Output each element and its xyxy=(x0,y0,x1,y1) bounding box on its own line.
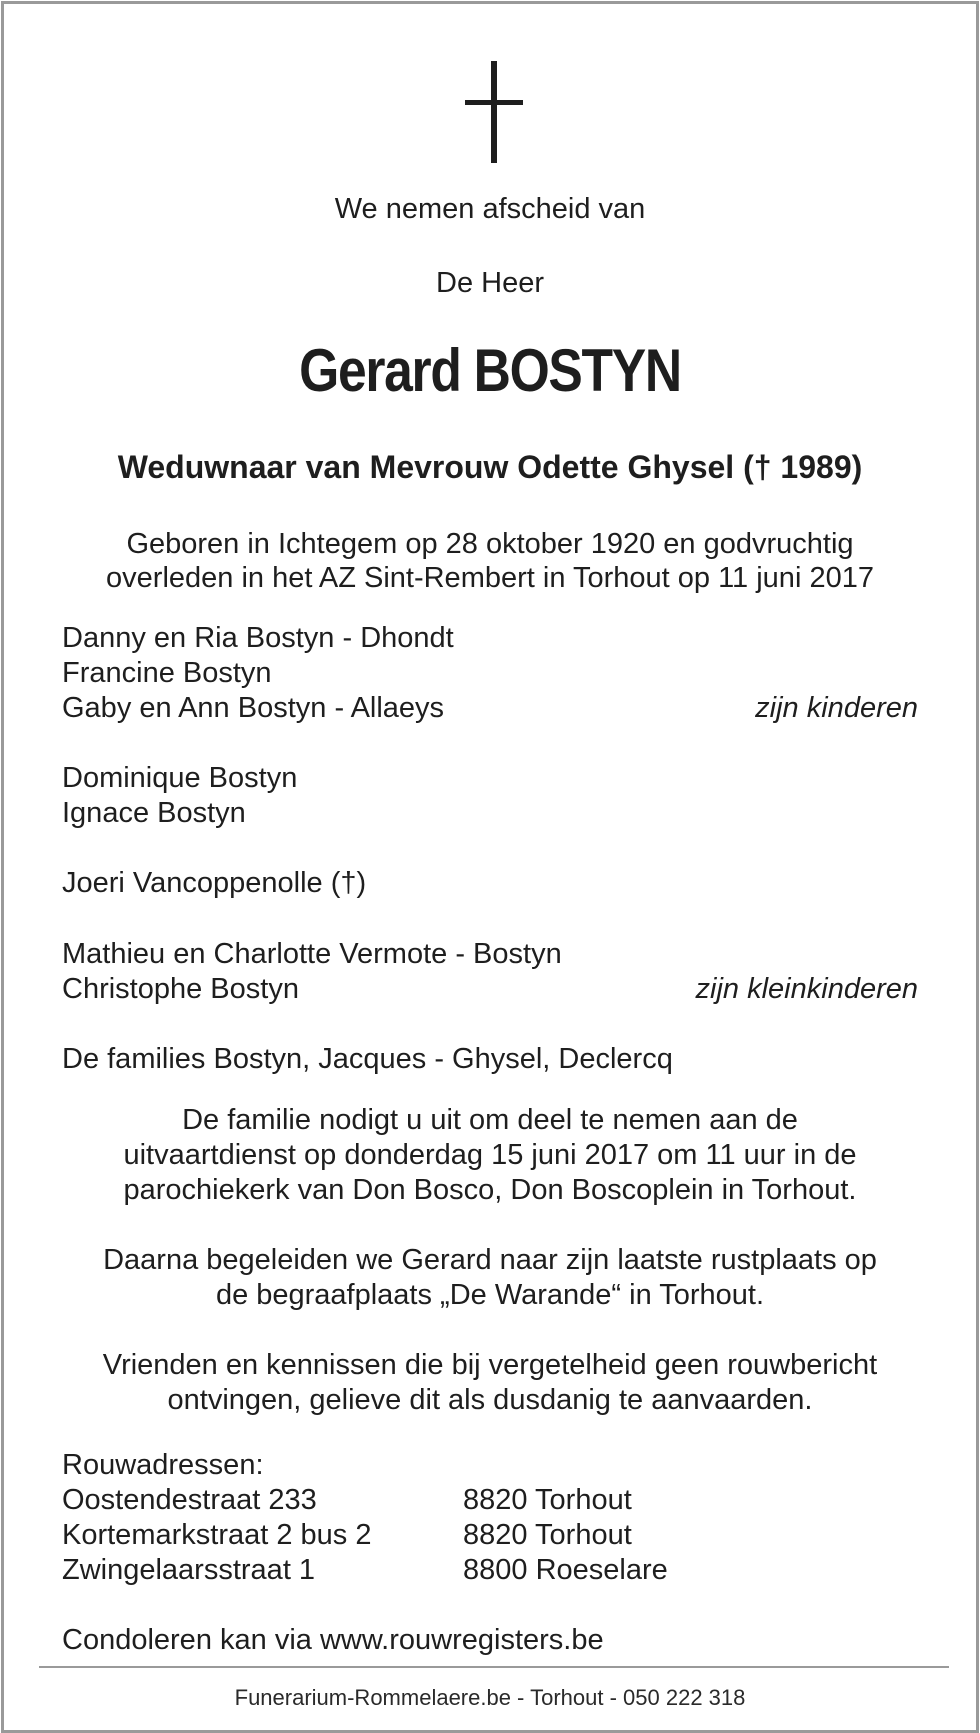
address-street: Zwingelaarsstraat 1 xyxy=(62,1554,316,1586)
grandchild-name: Ignace Bostyn xyxy=(62,797,246,829)
notice-line-2: ontvingen, gelieve dit als dusdanig te aanvaarden. xyxy=(167,1384,813,1416)
birth-death-line-1: Geboren in Ichtegem op 28 oktober 1920 en godvruchtig xyxy=(126,528,854,560)
notice-line-1: Vrienden en kennissen die bij vergetelheid geen rouwbericht xyxy=(102,1349,878,1381)
child-name: Francine Bostyn xyxy=(62,657,272,689)
child-name: Danny en Ria Bostyn - Dhondt xyxy=(62,622,454,654)
grandchild-name: Dominique Bostyn xyxy=(62,762,298,794)
families-line: De families Bostyn, Jacques - Ghysel, Declercq xyxy=(62,1043,673,1075)
widower-line: Weduwnaar van Mevrouw Odette Ghysel († 1989) xyxy=(117,449,863,485)
intro-text: We nemen afscheid van xyxy=(334,193,646,225)
honorific: De Heer xyxy=(436,267,544,299)
service-line-1: De familie nodigt u uit om deel te nemen aan de xyxy=(182,1104,798,1136)
birth-death-line-2: overleden in het AZ Sint-Rembert in Torhout op 11 juni 2017 xyxy=(106,562,874,594)
child-name: Gaby en Ann Bostyn - Allaeys xyxy=(62,692,445,724)
death-notice-card xyxy=(1,1,979,1733)
children-label: zijn kinderen xyxy=(755,692,918,724)
address-street: Kortemarkstraat 2 bus 2 xyxy=(62,1519,372,1551)
deceased-name: Gerard BOSTYN xyxy=(299,337,681,404)
footer-divider xyxy=(39,1666,949,1668)
cross-icon xyxy=(465,61,523,163)
address-street: Oostendestraat 233 xyxy=(62,1484,317,1516)
grandchildren-label: zijn kleinkinderen xyxy=(695,973,918,1005)
burial-line-1: Daarna begeleiden we Gerard naar zijn laatste rustplaats op xyxy=(103,1244,877,1276)
address-city: 8820 Torhout xyxy=(463,1519,632,1551)
address-city: 8820 Torhout xyxy=(463,1484,632,1516)
addresses-heading: Rouwadressen: xyxy=(62,1449,264,1481)
footer-text: Funerarium-Rommelaere.be - Torhout - 050 222 318 xyxy=(234,1685,746,1710)
service-line-3: parochiekerk van Don Bosco, Don Boscoplein in Torhout. xyxy=(123,1174,857,1206)
grandchild-name: Joeri Vancoppenolle (†) xyxy=(62,867,367,899)
address-city: 8800 Roeselare xyxy=(463,1554,668,1586)
condolences-link[interactable]: Condoleren kan via www.rouwregisters.be xyxy=(62,1624,604,1656)
grandchild-name: Christophe Bostyn xyxy=(62,973,299,1005)
service-line-2: uitvaartdienst op donderdag 15 juni 2017 om 11 uur in de xyxy=(123,1139,857,1171)
grandchild-name: Mathieu en Charlotte Vermote - Bostyn xyxy=(62,938,562,970)
burial-line-2: de begraafplaats „De Warande“ in Torhout. xyxy=(215,1279,765,1311)
